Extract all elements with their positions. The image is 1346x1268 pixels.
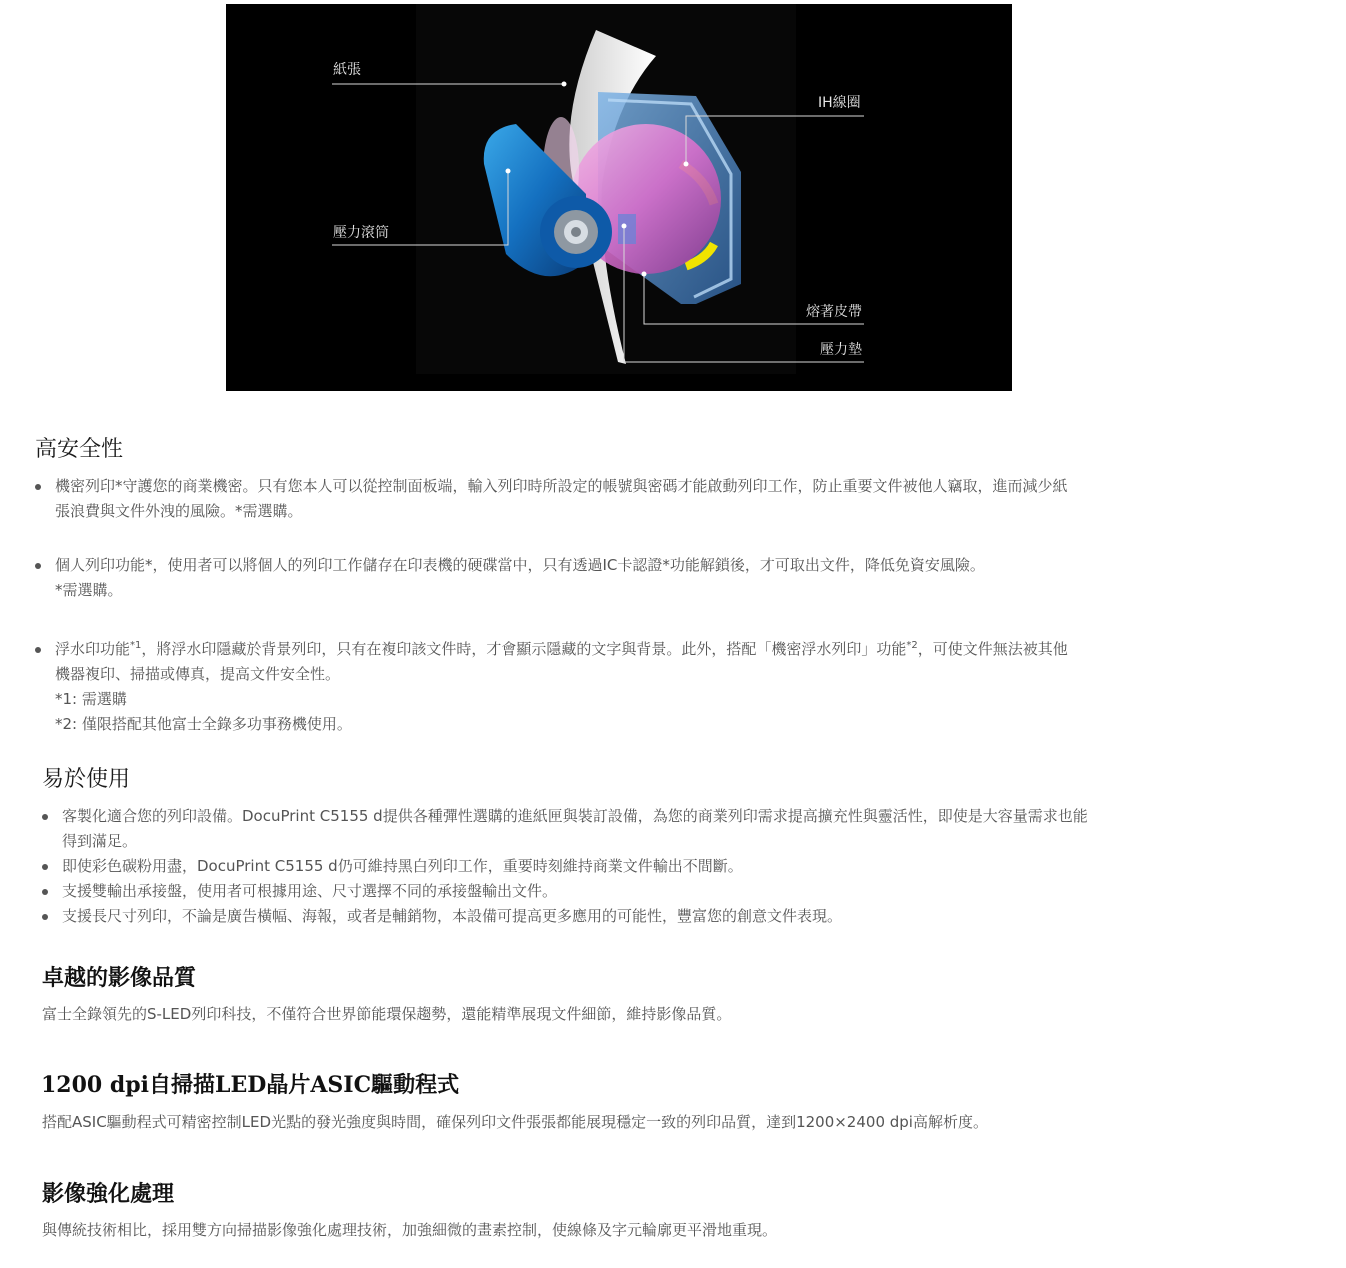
list-item: 浮水印功能$^{*1}$，將浮水印隱藏於背景列印，只有在複印該文件時，才會顯示隱藏的文字與背景。此外，搭配「機密浮水列印」功能$^{*2}$，可使文件無法被其他 機器複印、掃描或傳真，提高文件安全性。 *1: 需選購 *2: 僅限搭配其他富士全錄多功事務機使用。 <box>35 637 1225 737</box>
enhance-text: 與傳統技術相比，採用雙方向掃描影像強化處理技術，加強細微的畫素控制，使線條及字元輪廓更平滑地重現。 <box>42 1221 778 1239</box>
bullet-icon <box>42 914 48 920</box>
bullet-icon <box>35 484 41 490</box>
bullet-icon <box>35 647 41 653</box>
bullet-icon <box>42 814 48 820</box>
label-pressure-pad: 壓力墊 <box>820 342 862 358</box>
list-item: 個人列印功能*，使用者可以將個人的列印工作儲存在印表機的硬碟當中，只有透過IC卡認證*功能解鎖後，才可取出文件，降低免資安風險。 *需選購。 <box>35 553 1225 603</box>
label-paper: 紙張 <box>333 62 361 78</box>
security-heading: 高安全性 <box>35 437 124 462</box>
list-item: 機密列印*守護您的商業機密。只有您本人可以從控制面板端，輸入列印時所設定的帳號與密碼才能啟動列印工作，防止重要文件被他人竊取，進而減少紙 張浪費與文件外洩的風險。*需選購。 <box>35 474 1225 524</box>
quality-heading: 卓越的影像品質 <box>42 966 197 991</box>
fuser-diagram <box>226 4 1012 391</box>
bullet-icon <box>42 864 48 870</box>
asic-heading: 1200 dpi自掃描LED晶片ASIC驅動程式 <box>41 1072 460 1098</box>
list-item: 支援雙輸出承接盤，使用者可根據用途、尺寸選擇不同的承接盤輸出文件。 <box>42 879 1232 904</box>
label-ih-coil: IH線圈 <box>818 95 861 111</box>
asic-text: 搭配ASIC驅動程式可精密控制LED光點的發光強度與時間，確保列印文件張張都能展現穩定一致的列印品質，達到1200×2400 dpi高解析度。 <box>42 1113 988 1131</box>
list-item: 即使彩色碳粉用盡，DocuPrint C5155 d仍可維持黑白列印工作，重要時刻維持商業文件輸出不間斷。 <box>42 854 1232 879</box>
bullet-icon <box>35 563 41 569</box>
pressure-pad <box>618 214 636 244</box>
quality-text: 富士全錄領先的S-LED列印科技，不僅符合世界節能環保趨勢，還能精準展現文件細節，維持影像品質。 <box>42 1005 732 1023</box>
enhance-heading: 影像強化處理 <box>42 1182 175 1207</box>
ease-list <box>42 804 1232 929</box>
list-item: 支援長尺寸列印，不論是廣告橫幅、海報，或者是輔銷物，本設備可提高更多應用的可能性，豐富您的創意文件表現。 <box>42 904 1232 929</box>
footnote-2: *2: 僅限搭配其他富士全錄多功事務機使用。 <box>55 715 352 733</box>
bullet-icon <box>42 889 48 895</box>
ease-heading: 易於使用 <box>42 767 131 792</box>
list-item: 客製化適合您的列印設備。DocuPrint C5155 d提供各種彈性選購的進紙匣與裝訂設備，為您的商業列印需求提高擴充性與靈活性，即使是大容量需求也能 得到滿足。 <box>42 804 1232 854</box>
footnote-1: *1: 需選購 <box>55 690 127 708</box>
security-list <box>35 474 1225 737</box>
label-fuser-belt: 熔著皮帶 <box>806 304 862 320</box>
label-pressure-roller: 壓力滾筒 <box>333 225 389 241</box>
